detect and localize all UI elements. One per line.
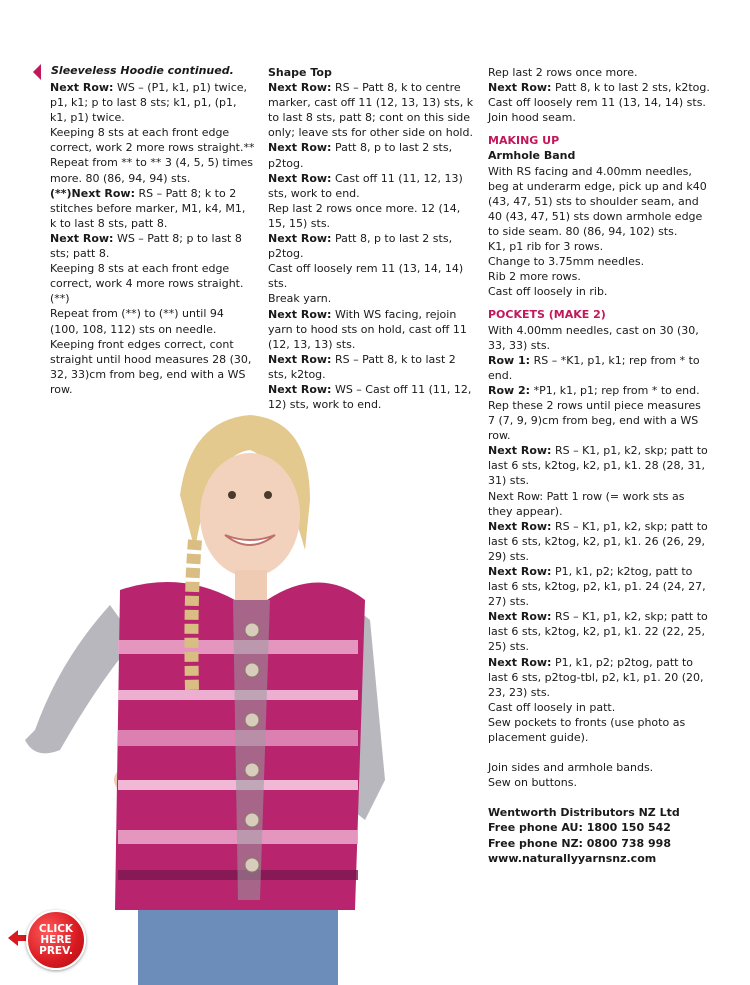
column-3 [488, 65, 710, 866]
instruction-text: RS – K1, p1, k2, skp; patt to last 6 sts, k2tog, k2, p1, k1. 28 (28, 31, 31) sts. [488, 444, 708, 488]
spacer [488, 790, 710, 805]
row-label: Next Row: [268, 171, 332, 185]
instruction-text: RS – K1, p1, k2, skp; patt to last 6 sts, k2tog, k2, p1, k1. 26 (26, 29, 29) sts. [488, 519, 708, 563]
instruction-paragraph [488, 323, 710, 353]
instruction-text: Cast off 11 (11, 12, 13) sts, work to end. [268, 171, 463, 200]
instruction-text: WS – (P1, k1, p1) twice, p1, k1; p to last 8 sts; k1, p1, (p1, k1, p1) twice. [50, 81, 248, 125]
instruction-paragraph [488, 715, 710, 745]
instruction-text: With 4.00mm needles, cast on 30 (30, 33, 33) sts. [488, 323, 699, 352]
instruction-paragraph [268, 261, 476, 291]
instruction-paragraph [268, 140, 476, 170]
instruction-text: Next Row: Patt 1 row (= work sts as they appear). [488, 489, 685, 518]
instruction-text: With WS facing, rejoin yarn to hood sts on hold, cast off 11 (12, 13, 13) sts. [268, 307, 467, 351]
instruction-text: Join hood seam. [488, 111, 576, 125]
instruction-text: Patt 8, p to last 2 sts, p2tog. [268, 232, 453, 261]
section-heading: POCKETS (MAKE 2) [488, 308, 606, 322]
instruction-paragraph [488, 775, 710, 790]
website-link[interactable]: www.naturallyyarnsnz.com [488, 851, 657, 865]
row-label: Row 2: [488, 383, 531, 397]
instruction-paragraph [488, 700, 710, 715]
instruction-text: Change to 3.75mm needles. [488, 255, 645, 269]
instruction-paragraph [488, 564, 710, 609]
instruction-paragraph [488, 110, 710, 125]
instruction-text: Repeat from (**) to (**) until 94 (100, 108, 112) sts on needle. [50, 307, 224, 336]
instruction-text: Keeping 8 sts at each front edge correct, work 2 more rows straight.** [50, 126, 255, 155]
instruction-paragraph [268, 352, 476, 382]
instruction-text: RS – *K1, p1, k1; rep from * to end. [488, 353, 700, 382]
instruction-text: RS – K1, p1, k2, skp; patt to last 6 sts, k2tog, k2, p1, k1. 22 (22, 25, 25) sts. [488, 610, 708, 654]
row-label: Next Row: [268, 382, 332, 396]
instruction-paragraph [268, 201, 476, 231]
instruction-paragraph [50, 80, 255, 125]
column-2 [268, 65, 476, 412]
instruction-paragraph [50, 337, 255, 397]
prev-button-label: CLICK HERE PREV. [26, 910, 86, 970]
instruction-text: K1, p1 rib for 3 rows. [488, 240, 604, 254]
phone-nz: Free phone NZ: 0800 738 998 [488, 836, 671, 850]
instruction-paragraph [50, 125, 255, 155]
row-label: Next Row: [50, 231, 114, 245]
instruction-text: Rep last 2 rows once more. 12 (14, 15, 15) sts. [268, 201, 461, 230]
instruction-paragraph [268, 80, 476, 140]
instruction-paragraph [488, 353, 710, 383]
instruction-text: RS – Patt 8; k to 2 stitches before marker, M1, k4, M1, k to last 8 sts, patt 8. [50, 186, 246, 230]
instruction-paragraph [50, 306, 255, 336]
instruction-paragraph [268, 171, 476, 201]
instruction-text: RS – Patt 8, k to centre marker, cast off 11 (12, 13, 13) sts, k to last 8 sts, patt 8; cont on this side only; leave sts for other side on hold. [268, 81, 474, 140]
row-label: Next Row: [488, 565, 552, 578]
continued-heading: Sleeveless Hoodie continued. [51, 64, 234, 77]
row-label: Next Row: [488, 655, 552, 669]
instruction-text: WS – Patt 8; p to last 8 sts; patt 8. [50, 231, 242, 261]
instruction-paragraph [488, 284, 710, 299]
instruction-text: Break yarn. [268, 292, 332, 306]
instruction-text: Repeat from ** to ** 3 (4, 5, 5) times more. 80 (86, 94, 94) sts. [50, 156, 253, 185]
model-photo [20, 400, 440, 985]
instruction-paragraph [268, 291, 476, 306]
instruction-text: P1, k1, p2; k2tog, patt to last 6 sts, k2tog, p2, k1, p1. 24 (24, 27, 27) sts. [488, 565, 706, 609]
instruction-text: With RS facing and 4.00mm needles, beg at underarm edge, pick up and k40 (43, 47, 51) sts to shoulder seam, and 40 (43, 47, 51) sts down armhole edge to side seam. 80 (86, 94, 102) sts. [488, 164, 707, 238]
row-label: Row 1: [488, 353, 531, 367]
instruction-paragraph [488, 269, 710, 284]
spacer [488, 745, 710, 760]
instruction-text: Cast off loosely rem 11 (13, 14, 14) sts. [488, 96, 706, 110]
instruction-text: Sew pockets to fronts (use photo as placement guide). [488, 715, 686, 745]
row-label: Next Row: [488, 444, 552, 458]
instruction-text: Patt 8, p to last 2 sts, p2tog. [268, 141, 453, 170]
instruction-paragraph [488, 254, 710, 269]
instruction-text: Keeping front edges correct, cont straight until hood measures 28 (30, 32, 33)cm from beg, end with a WS row. [50, 337, 252, 396]
instruction-paragraph [488, 489, 710, 519]
instruction-text: Patt 8, k to last 2 sts, k2tog. [551, 81, 710, 95]
instruction-text: Rep last 2 rows once more. [488, 66, 638, 79]
instruction-paragraph [488, 383, 710, 398]
instruction-text: Cast off loosely rem 11 (13, 14, 14) sts. [268, 262, 464, 291]
instruction-text: Join sides and armhole bands. [488, 761, 654, 775]
instruction-text: Rep these 2 rows until piece measures 7 (7, 9, 9)cm from beg, end with a WS row. [488, 398, 701, 443]
instruction-paragraph [50, 186, 255, 231]
instruction-text: P1, k1, p2; p2tog, patt to last 6 sts, p2tog-tbl, p2, k1, p1. 20 (20, 23, 23) sts. [488, 655, 704, 699]
instruction-paragraph [488, 609, 710, 654]
instruction-paragraph [50, 231, 255, 261]
subsection-heading: Armhole Band [488, 149, 576, 163]
instruction-text: RS – Patt 8, k to last 2 sts, k2tog. [268, 352, 456, 381]
instruction-paragraph [488, 443, 710, 488]
row-label: (**)Next Row: [50, 186, 135, 200]
instruction-paragraph [488, 398, 710, 443]
instruction-paragraph [268, 231, 476, 261]
row-label: Next Row: [488, 81, 552, 95]
subsection-heading: Shape Top [268, 66, 332, 79]
row-label: Next Row: [268, 232, 332, 246]
click-here-prev-button[interactable] [0, 910, 90, 980]
section-heading: MAKING UP [488, 134, 560, 148]
company-name: Wentworth Distributors NZ Ltd [488, 806, 680, 820]
instruction-text: Keeping 8 sts at each front edge correct, work 4 more rows straight.(**) [50, 262, 244, 306]
instruction-paragraph [50, 155, 255, 185]
instruction-paragraph [488, 80, 710, 95]
row-label: Next Row: [488, 519, 552, 533]
instruction-paragraph [50, 261, 255, 306]
instruction-paragraph [488, 239, 710, 254]
row-label: Next Row: [268, 307, 332, 321]
instruction-paragraph [488, 65, 710, 80]
instruction-paragraph [488, 655, 710, 700]
phone-au: Free phone AU: 1800 150 542 [488, 821, 671, 835]
row-label: Next Row: [488, 610, 552, 624]
instruction-text: Rib 2 more rows. [488, 270, 581, 284]
instruction-text: Sew on buttons. [488, 776, 577, 790]
row-label: Next Row: [268, 352, 332, 366]
instruction-text: *P1, k1, p1; rep from * to end. [530, 383, 700, 397]
instruction-text: Cast off loosely in rib. [488, 285, 608, 299]
instruction-paragraph [488, 164, 710, 239]
instruction-text: WS – Cast off 11 (11, 12, 12) sts, work to end. [268, 382, 472, 412]
instruction-paragraph [488, 519, 710, 564]
row-label: Next Row: [50, 81, 114, 94]
row-label: Next Row: [268, 81, 332, 95]
instruction-paragraph [268, 307, 476, 352]
instruction-paragraph [488, 95, 710, 110]
instruction-paragraph [488, 760, 710, 775]
column-1 [50, 80, 255, 397]
instruction-text: Cast off loosely in patt. [488, 700, 616, 714]
row-label: Next Row: [268, 141, 332, 155]
